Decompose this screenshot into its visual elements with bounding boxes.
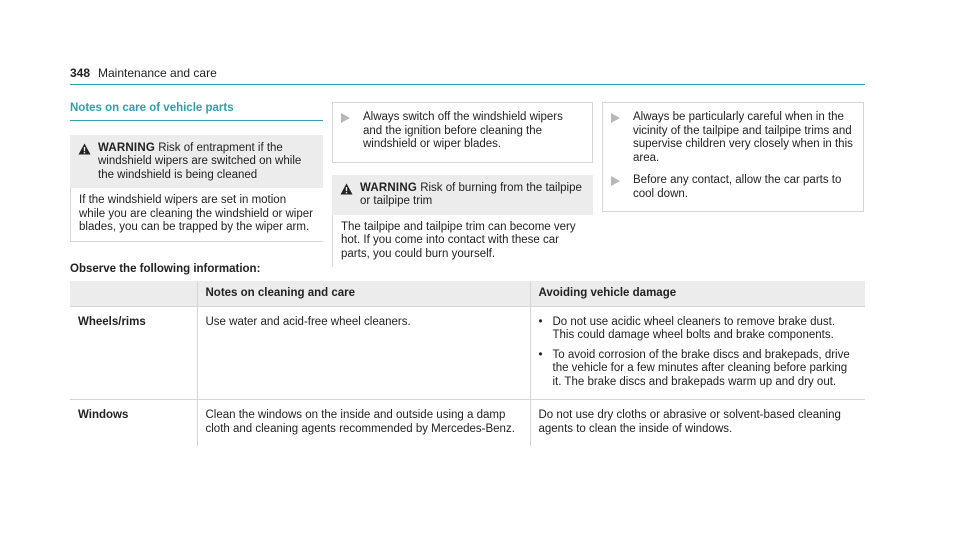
damage-cell: Do not use dry cloths or abrasive or solvent-based cleaning agents to clean the inside of windows.: [530, 400, 865, 447]
care-cell: Use water and acid-free wheel cleaners.: [197, 306, 530, 400]
arrow-note-icon: [611, 111, 633, 165]
warning-body: The tailpipe and tailpipe trim can become very hot. If you come into contact with these car parts, you could burn yourself.: [332, 215, 593, 268]
arrow-note-icon: [341, 111, 363, 152]
warning-heading: Risk of entrapment if the windshield wipers are switched on while the windshield is being cleaned: [98, 141, 302, 181]
row-label: Windows: [70, 400, 197, 447]
column-1: [70, 102, 323, 242]
warning-triangle-icon: [340, 182, 360, 209]
bullet: •: [538, 315, 543, 328]
header-rule: [70, 84, 865, 85]
note-text: Always switch off the windshield wipers and the ignition before cleaning the windshield or wiper blades.: [363, 111, 563, 150]
table-header-empty: [70, 281, 197, 306]
warning-triangle-icon: [78, 142, 98, 183]
warning-box-header: [332, 175, 593, 215]
warning-text: [360, 182, 585, 209]
list-item: [539, 316, 858, 343]
table-header-care: Notes on cleaning and care: [197, 281, 530, 306]
note-item: [341, 111, 584, 152]
note-box: [602, 102, 864, 212]
warning-label: WARNING: [98, 141, 155, 154]
bullet: •: [538, 348, 543, 361]
list-item-text: To avoid corrosion of the brake discs and brakepads, drive the vehicle for a few minutes after cleaning before parking it. The brake discs and brakepads warm up and dry out.: [552, 348, 850, 388]
observe-heading: Observe the following information:: [70, 263, 261, 275]
page-number: 348: [70, 66, 91, 80]
note-text: Before any contact, allow the car parts to cool down.: [633, 174, 842, 200]
section-title: Notes on care of vehicle parts: [70, 102, 234, 114]
warning-heading: Risk of burning from the tailpipe or tailpipe trim: [360, 181, 582, 207]
care-cell: Clean the windows on the inside and outside using a damp cloth and cleaning agents recommended by Mercedes-Benz.: [197, 400, 530, 447]
table-row: [70, 306, 865, 400]
column-2: [332, 102, 593, 267]
warning-box-header: [70, 135, 323, 189]
list-item-text: Do not use acidic wheel cleaners to remove brake dust. This could damage wheel bolts and brake components.: [552, 315, 836, 341]
row-label: Wheels/rims: [70, 306, 197, 400]
warning-text: [98, 142, 315, 183]
info-table: [70, 281, 865, 446]
note-box: [332, 102, 593, 163]
note-text: Always be particularly careful when in the vicinity of the tailpipe and tailpipe trims and supervise children very closely when in this area.: [633, 111, 853, 164]
table-header-row: [70, 281, 865, 306]
table-header-damage: Avoiding vehicle damage: [530, 281, 865, 306]
damage-cell: [530, 306, 865, 400]
page-title: Maintenance and care: [98, 66, 217, 80]
warning-label: WARNING: [360, 181, 417, 194]
list-item: [539, 349, 858, 390]
warning-body: If the windshield wipers are set in motion while you are cleaning the windshield or wiper blades, you can be trapped by the wiper arm.: [70, 188, 323, 242]
table-row: [70, 400, 865, 447]
note-item: [611, 174, 855, 201]
column-3: [602, 102, 864, 212]
note-item: [611, 111, 855, 165]
arrow-note-icon: [611, 174, 633, 201]
